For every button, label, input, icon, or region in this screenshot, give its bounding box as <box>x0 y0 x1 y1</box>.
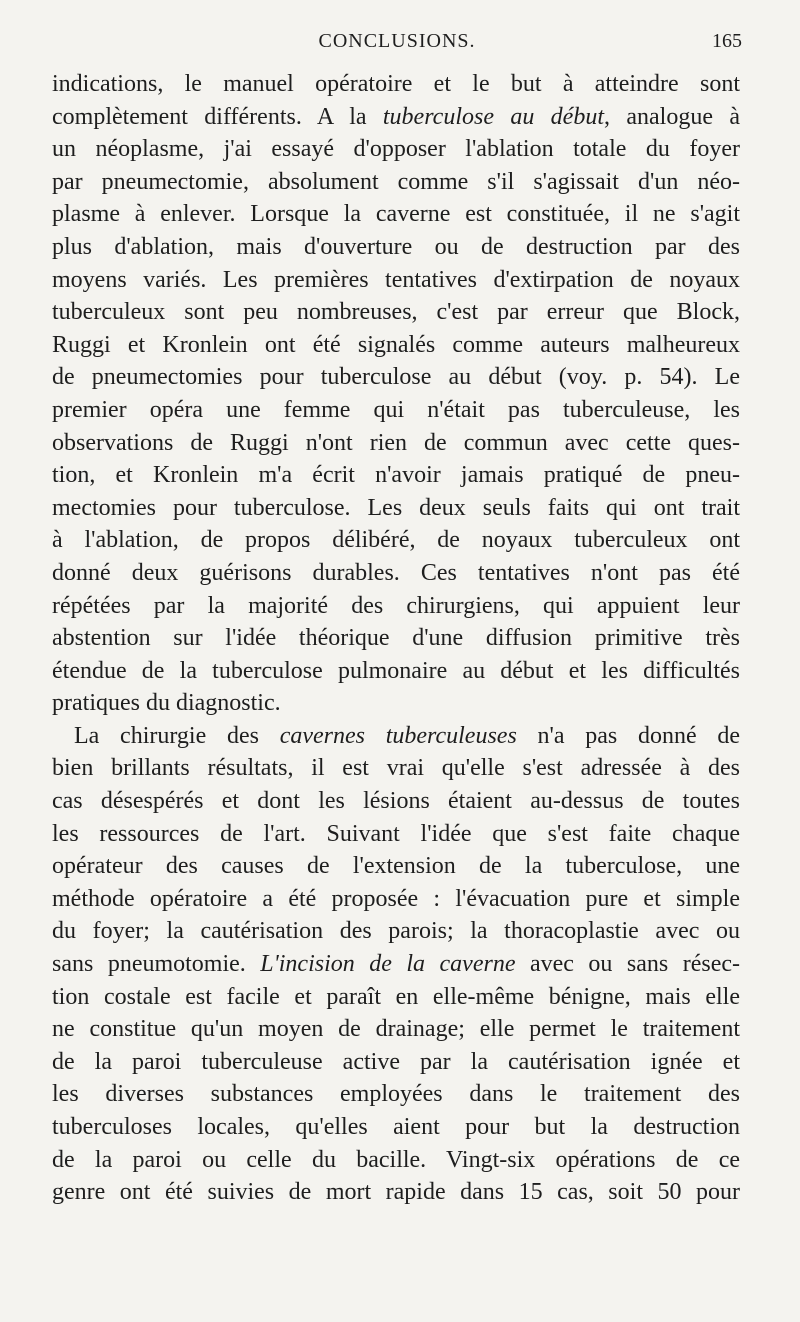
text-segment: de la paroi tuberculeuse active par la cautérisation ignée et <box>52 1048 740 1075</box>
text-segment: donné deux guérisons durables. Ces tentatives n'ont pas été <box>52 559 740 586</box>
text-segment: genre ont été suivies de mort rapide dans 15 cas, soit 50 pour <box>52 1179 740 1206</box>
text-line <box>52 1111 740 1144</box>
text-segment: complètement différents. A la <box>52 103 383 130</box>
page-header <box>52 30 742 60</box>
text-segment: bien brillants résultats, il est vrai qu'elle s'est adressée à des <box>52 755 740 782</box>
text-line <box>52 1013 740 1046</box>
text-line <box>52 752 740 785</box>
text-line <box>52 785 740 818</box>
text-line <box>52 492 740 525</box>
text-segment: ne constitue qu'un moyen de drainage; elle permet le traitement <box>52 1016 740 1043</box>
text-line <box>52 329 740 362</box>
text-segment: tion costale est facile et paraît en elle-même bénigne, mais elle <box>52 983 740 1010</box>
text-segment: cas désespérés et dont les lésions étaient au-dessus de toutes <box>52 788 740 815</box>
text-segment: méthode opératoire a été proposée : l'évacuation pure et simple <box>52 885 740 912</box>
text-line <box>52 1176 740 1209</box>
text-line <box>52 1144 740 1177</box>
text-segment: Ruggi et Kronlein ont été signalés comme auteurs malheureux <box>52 331 740 358</box>
text-segment: n'a pas donné de <box>516 722 740 749</box>
italic-segment: cavernes tuberculeuses <box>279 722 517 749</box>
text-segment: de la paroi ou celle du bacille. Vingt-six opérations de ce <box>52 1146 740 1173</box>
text-line <box>52 720 740 753</box>
text-segment: indications, le manuel opératoire et le but à atteindre sont <box>52 71 740 97</box>
text-segment: tuberculeux sont peu nombreuses, c'est par erreur que Block, <box>52 299 740 326</box>
text-line <box>52 850 740 883</box>
text-line <box>52 981 740 1014</box>
text-segment: du foyer; la cautérisation des parois; la thoracoplastie avec ou <box>52 918 740 945</box>
text-line <box>52 394 740 427</box>
text-line <box>52 296 740 329</box>
text-line <box>52 818 740 851</box>
running-head: CONCLUSIONS. <box>318 30 476 52</box>
text-line <box>52 524 740 557</box>
text-line <box>52 655 740 688</box>
text-line <box>52 264 740 297</box>
text-line <box>52 427 740 460</box>
text-line <box>52 948 740 981</box>
text-segment: répétées par la majorité des chirurgiens, qui appuient leur <box>52 592 740 619</box>
text-line <box>52 198 740 231</box>
text-line <box>52 915 740 948</box>
text-segment: plasme à enlever. Lorsque la caverne est constituée, il ne s'agit <box>52 201 740 228</box>
text-segment: les diverses substances employées dans le traitement des <box>52 1081 740 1108</box>
text-segment: avec ou sans résec- <box>515 951 740 978</box>
text-line <box>52 590 740 623</box>
italic-segment: tuberculose au début <box>382 103 604 130</box>
text-line <box>52 361 740 394</box>
text-segment: un néoplasme, j'ai essayé d'opposer l'ablation totale du foyer <box>52 136 740 163</box>
text-segment: moyens variés. Les premières tentatives d'extirpation de noyaux <box>52 266 740 293</box>
text-segment: premier opéra une femme qui n'était pas tuberculeuse, les <box>52 396 740 423</box>
text-line <box>52 459 740 492</box>
text-line <box>52 133 740 166</box>
text-line <box>52 231 740 264</box>
text-segment: plus d'ablation, mais d'ouverture ou de destruction par des <box>52 233 740 260</box>
text-segment: , analogue à <box>604 103 740 130</box>
body-text <box>52 68 740 1209</box>
page-number: 165 <box>712 30 742 52</box>
text-segment: tion, et Kronlein m'a écrit n'avoir jamais pratiqué de pneu- <box>52 462 740 489</box>
text-line <box>52 622 740 655</box>
text-segment: mectomies pour tuberculose. Les deux seuls faits qui ont trait <box>52 494 740 521</box>
text-segment: les ressources de l'art. Suivant l'idée que s'est faite chaque <box>52 820 740 847</box>
text-segment: étendue de la tuberculose pulmonaire au début et les difficultés <box>52 657 740 684</box>
text-line <box>52 68 740 101</box>
text-segment: pratiques du diagnostic. <box>52 690 281 717</box>
text-line <box>52 166 740 199</box>
text-line <box>52 1046 740 1079</box>
text-segment: opérateur des causes de l'extension de la tuberculose, une <box>52 853 740 880</box>
text-line <box>52 883 740 916</box>
text-segment: tuberculoses locales, qu'elles aient pour but la destruction <box>52 1114 740 1140</box>
text-line <box>52 1078 740 1111</box>
text-segment: abstention sur l'idée théorique d'une diffusion primitive très <box>52 625 740 652</box>
text-segment: de pneumectomies pour tuberculose au début (voy. p. 54). Le <box>52 364 740 391</box>
text-segment: par pneumectomie, absolument comme s'il s'agissait d'un néo- <box>52 168 740 195</box>
text-line <box>52 557 740 590</box>
text-line <box>52 101 740 134</box>
text-segment: observations de Ruggi n'ont rien de commun avec cette ques- <box>52 429 740 456</box>
text-segment: à l'ablation, de propos délibéré, de noyaux tuberculeux ont <box>52 527 740 554</box>
text-segment: La chirurgie des <box>74 722 280 749</box>
text-segment: sans pneumotomie. <box>52 951 261 978</box>
text-line <box>52 687 740 720</box>
italic-segment: L'incision de la caverne <box>260 951 516 978</box>
